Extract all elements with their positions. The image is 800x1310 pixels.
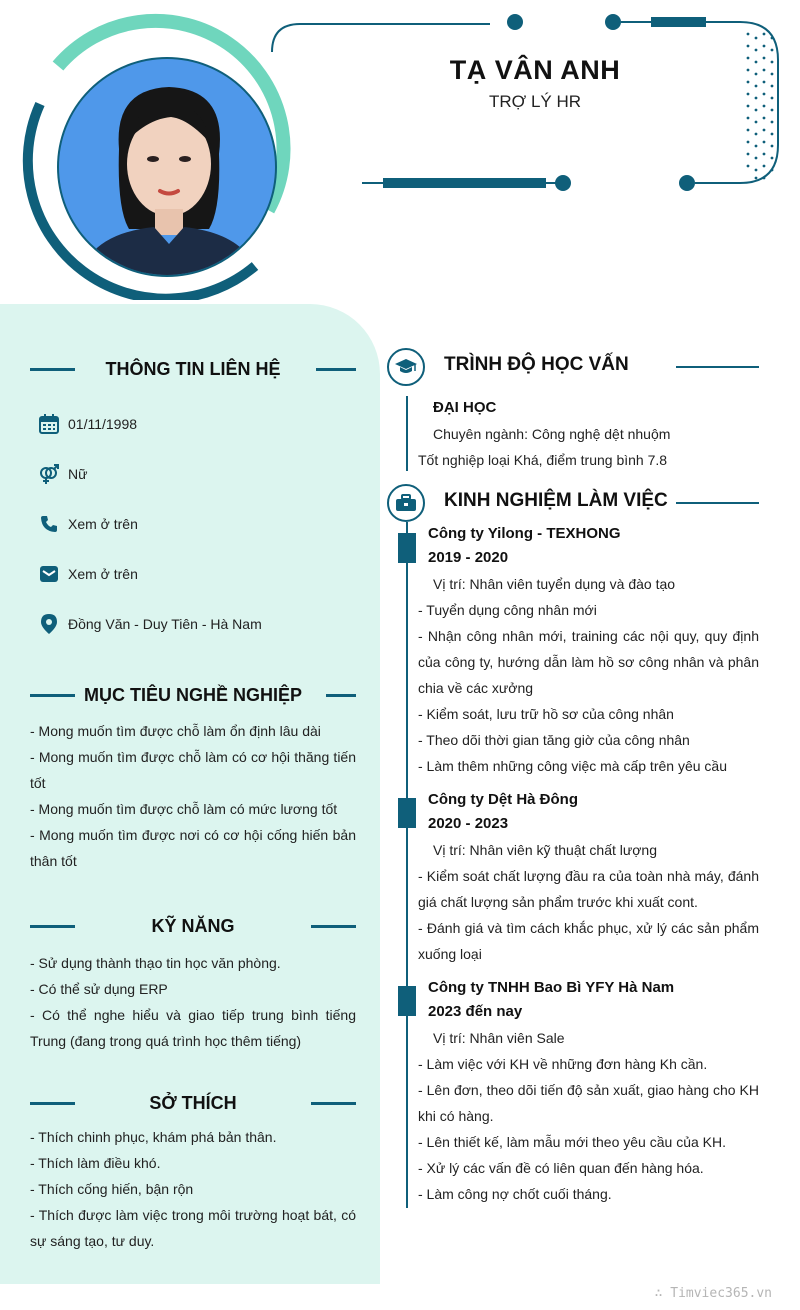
skills-section-header — [30, 914, 356, 938]
list-item: - Lên thiết kế, làm mẫu mới theo yêu cầu của KH. — [418, 1134, 726, 1150]
job-company: Công ty TNHH Bao Bì YFY Hà Nam — [428, 979, 675, 996]
contact-text: Đồng Văn - Duy Tiên - Hà Nam — [68, 616, 262, 632]
divider — [311, 1102, 356, 1105]
job-period: 2019 - 2020 — [428, 549, 509, 566]
job-position: Vị trí: Nhân viên tuyển dụng và đào tạo — [433, 576, 676, 592]
job-period: 2023 đến nay — [428, 1003, 523, 1020]
job-duties — [418, 597, 759, 779]
education-degree: ĐẠI HỌC — [433, 399, 497, 416]
location-icon — [38, 613, 60, 635]
list-item: - Thích được làm việc trong môi trường hoạt bát, có sự sáng tạo, tư duy. — [30, 1207, 356, 1249]
contact-text: Nữ — [68, 466, 88, 482]
list-item: - Kiểm soát, lưu trữ hồ sơ của công nhân — [418, 706, 674, 722]
person-silhouette-icon — [59, 59, 277, 277]
hobbies-list — [30, 1124, 356, 1254]
list-item: - Xử lý các vấn đề có liên quan đến hàng hóa. — [418, 1160, 704, 1176]
timeline-marker — [398, 798, 416, 828]
profile-photo — [57, 57, 277, 277]
list-item: - Mong muốn tìm được chỗ làm ổn định lâu dài — [30, 723, 321, 739]
candidate-name: TẠ VÂN ANH — [449, 55, 621, 85]
calendar-icon — [38, 413, 60, 435]
objective-list — [30, 718, 356, 874]
skills-list — [30, 950, 356, 1054]
divider — [676, 366, 759, 368]
contact-address — [38, 613, 262, 635]
job-period: 2020 - 2023 — [428, 815, 509, 832]
list-item: - Làm việc với KH về những đơn hàng Kh cần. — [418, 1056, 708, 1072]
list-item: - Mong muốn tìm được chỗ làm có cơ hội thăng tiến tốt — [30, 749, 356, 791]
contact-birthday — [38, 413, 137, 435]
objective-title: MỤC TIÊU NGHỀ NGHIỆP — [83, 685, 302, 705]
gender-icon — [38, 463, 60, 485]
list-item: - Theo dõi thời gian tăng giờ của công nhân — [418, 732, 690, 748]
timeline-marker — [398, 533, 416, 563]
contact-title: THÔNG TIN LIÊN HỆ — [105, 359, 281, 379]
list-item: - Có thể sử dụng ERP — [30, 981, 168, 997]
job-company: Công ty Yilong - TEXHONG — [428, 525, 621, 542]
candidate-role: TRỢ LÝ HR — [488, 92, 582, 111]
contact-text: 01/11/1998 — [68, 416, 138, 432]
list-item: - Kiểm soát chất lượng đầu ra của toàn nhà máy, đánh giá chất lượng sản phẩm trước khi xuất cont. — [418, 868, 759, 910]
timeline-marker — [398, 986, 416, 1016]
list-item: - Lên đơn, theo dõi tiến độ sản xuất, giao hàng cho KH khi có hàng. — [418, 1082, 759, 1124]
list-item: - Làm công nợ chốt cuối tháng. — [418, 1186, 612, 1202]
timeline-line — [406, 396, 408, 471]
list-item: - Làm thêm những công việc mà cấp trên yêu cầu — [418, 758, 727, 774]
profile-photo-frame — [14, 14, 304, 304]
list-item: - Thích chinh phục, khám phá bản thân. — [30, 1129, 277, 1145]
hobbies-section-header — [30, 1091, 356, 1115]
education-title: TRÌNH ĐỘ HỌC VẤN — [444, 354, 629, 375]
graduation-cap-icon — [387, 348, 425, 386]
list-item: - Đánh giá và tìm cách khắc phục, xử lý các sản phẩm xuống loại — [418, 920, 759, 962]
hobbies-title: SỞ THÍCH — [149, 1093, 237, 1113]
list-item: - Mong muốn tìm được nơi có cơ hội cống hiến bản thân tốt — [30, 827, 356, 869]
objective-section-header — [30, 683, 356, 707]
job-duties — [418, 863, 759, 967]
job-company: Công ty Dệt Hà Đông — [428, 791, 578, 808]
list-item: - Thích làm điều khó. — [30, 1155, 161, 1171]
list-item: - Nhận công nhân mới, training các nội quy, quy định của công ty, hướng dẫn làm hồ sơ công nhân và phân chia về các xưởng — [418, 628, 759, 696]
job-duties — [418, 1051, 759, 1207]
list-item: - Thích cống hiến, bận rộn — [30, 1181, 194, 1197]
contact-text: Xem ở trên — [68, 516, 138, 532]
experience-title: KINH NGHIỆM LÀM VIỆC — [444, 490, 668, 511]
divider — [311, 925, 356, 928]
watermark: ∴ Timviec365.vn — [654, 1286, 772, 1301]
contact-text: Xem ở trên — [68, 566, 138, 582]
briefcase-icon — [387, 484, 425, 522]
list-item: - Sử dụng thành thạo tin học văn phòng. — [30, 955, 281, 971]
contact-section-header — [30, 357, 356, 381]
contact-gender — [38, 463, 87, 485]
contact-phone — [38, 513, 138, 535]
contact-email — [38, 563, 138, 585]
list-item: - Có thể nghe hiểu và giao tiếp trung bình tiếng Trung (đang trong quá trình học thêm tiếng) — [30, 1007, 356, 1049]
phone-icon — [38, 513, 60, 535]
email-icon — [38, 563, 60, 585]
watermark-text: Timviec365.vn — [670, 1286, 772, 1301]
skills-title: KỸ NĂNG — [151, 916, 235, 936]
list-item: - Tuyển dụng công nhân mới — [418, 602, 597, 618]
divider — [676, 502, 759, 504]
job-position: Vị trí: Nhân viên Sale — [433, 1030, 565, 1046]
list-item: - Mong muốn tìm được chỗ làm có mức lương tốt — [30, 801, 338, 817]
education-section-header — [387, 348, 759, 386]
divider — [326, 694, 356, 697]
divider — [316, 368, 356, 371]
experience-section-header — [387, 484, 759, 522]
timeline-line — [406, 522, 408, 1208]
job-position: Vị trí: Nhân viên kỹ thuật chất lượng — [433, 842, 657, 858]
education-result: Tốt nghiệp loại Khá, điểm trung bình 7.8 — [418, 452, 668, 468]
education-major: Chuyên ngành: Công nghệ dệt nhuộm — [433, 426, 671, 442]
